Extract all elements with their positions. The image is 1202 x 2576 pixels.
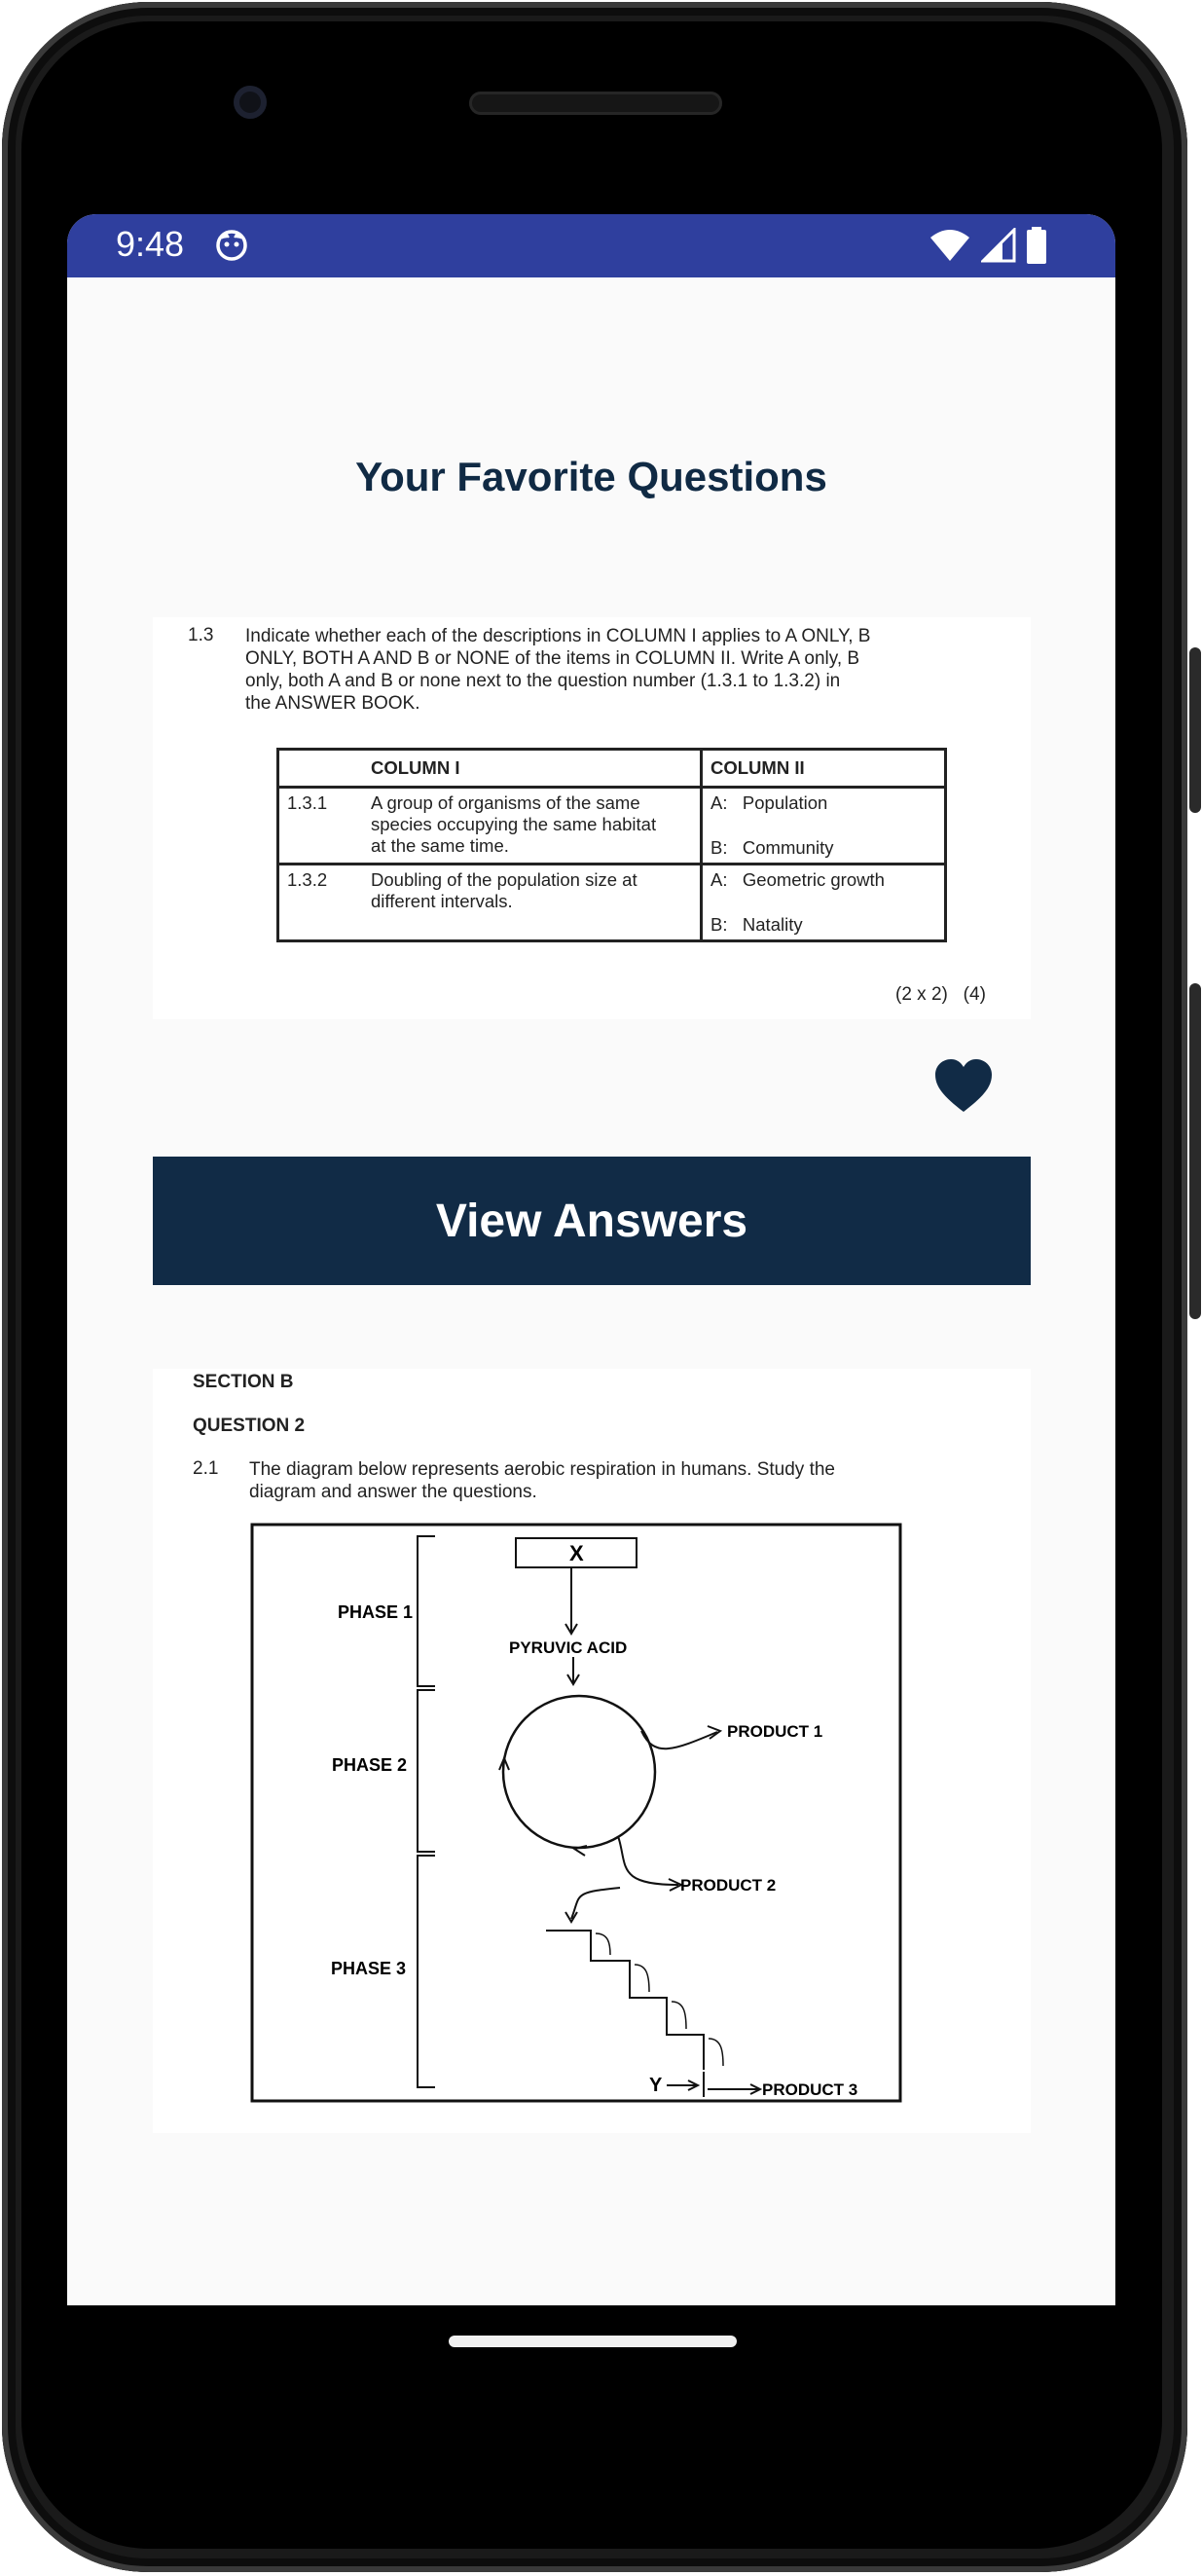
- desc-line: different intervals.: [371, 891, 513, 911]
- question-line: only, both A and B or none next to the question number (1.3.1 to 1.3.2) in: [245, 671, 841, 691]
- product2-label: PRODUCT 2: [680, 1876, 777, 1895]
- stair-arrow: [596, 1933, 610, 1955]
- option-b: Community: [742, 837, 834, 858]
- front-camera: [234, 86, 267, 119]
- stair-arrow: [635, 1965, 649, 1992]
- question-line: The diagram below represents aerobic respiration in humans. Study the: [249, 1459, 835, 1480]
- product3-label: PRODUCT 3: [762, 2080, 858, 2099]
- desc-line: at the same time.: [371, 835, 509, 856]
- columns-table: [276, 748, 947, 942]
- x-label: X: [569, 1541, 584, 1565]
- option-b: Natality: [742, 914, 803, 935]
- question-card-2: [153, 1369, 1031, 2133]
- page-title: Your Favorite Questions: [355, 454, 827, 499]
- wifi-icon: [929, 228, 971, 263]
- table-header-empty: [278, 750, 364, 788]
- question-line: Indicate whether each of the descriptions in COLUMN I applies to A ONLY, B: [245, 626, 871, 646]
- desc-line: Doubling of the population size at: [371, 869, 637, 890]
- cell-signal-icon: [981, 228, 1016, 263]
- phase1-bracket: [418, 1536, 435, 1686]
- row-description: [363, 788, 702, 865]
- power-button: [1189, 983, 1201, 1319]
- table-row: [278, 865, 946, 941]
- question-line: diagram and answer the questions.: [249, 1482, 537, 1502]
- option-a: Population: [742, 792, 828, 813]
- marks-label: (2 x 2) (4): [895, 984, 986, 1005]
- respiration-diagram: [153, 1369, 1031, 2133]
- status-bar: [67, 214, 1115, 277]
- table-header-col1: COLUMN I: [363, 750, 702, 788]
- status-icons: [929, 226, 1047, 265]
- option-label: B:: [710, 837, 728, 858]
- arrow-product2-down: [571, 1888, 620, 1919]
- phase2-label: PHASE 2: [332, 1755, 408, 1775]
- phase3-bracket: [418, 1856, 435, 2087]
- stair-arrow: [709, 2039, 723, 2066]
- question-card-1: [153, 617, 1031, 1019]
- desc-line: A group of organisms of the same: [371, 792, 640, 813]
- row-description: [363, 865, 702, 941]
- phase1-label: PHASE 1: [338, 1602, 414, 1622]
- option-label: A:: [710, 869, 728, 890]
- table-row: [278, 788, 946, 865]
- option-a: Geometric growth: [742, 869, 885, 890]
- question-text: [245, 625, 985, 715]
- section-heading: SECTION B: [193, 1372, 294, 1392]
- y-label: Y: [649, 2075, 663, 2096]
- row-options: [702, 865, 946, 941]
- electron-staircase: [546, 1931, 704, 2070]
- earpiece-speaker: [469, 92, 722, 115]
- option-label: A:: [710, 792, 728, 813]
- row-number: 1.3.1: [278, 788, 364, 865]
- question-number: 2.1: [193, 1458, 219, 1479]
- screen: [67, 214, 1115, 2305]
- volume-button: [1189, 647, 1201, 813]
- favorite-heart-icon[interactable]: [933, 1057, 994, 1114]
- arrow-product2: [618, 1836, 678, 1885]
- table-header-col2: COLUMN II: [702, 750, 946, 788]
- question-heading: QUESTION 2: [193, 1416, 306, 1436]
- question-line: the ANSWER BOOK.: [245, 693, 420, 714]
- pyruvic-label: PYRUVIC ACID: [509, 1638, 628, 1657]
- home-indicator[interactable]: [449, 2336, 737, 2347]
- battery-icon: [1026, 227, 1047, 264]
- stair-arrow: [672, 2002, 686, 2029]
- arrow-product1: [641, 1731, 717, 1748]
- product1-label: PRODUCT 1: [727, 1722, 823, 1741]
- question-number: 1.3: [188, 625, 214, 645]
- desc-line: species occupying the same habitat: [371, 814, 657, 834]
- phase2-bracket: [418, 1690, 435, 1852]
- question-line: ONLY, BOTH A AND B or NONE of the items in COLUMN II. Write A only, B: [245, 648, 860, 669]
- row-options: [702, 788, 946, 865]
- option-label: B:: [710, 914, 728, 935]
- view-answers-button[interactable]: View Answers: [153, 1157, 1031, 1285]
- status-time: 9:48: [116, 224, 185, 264]
- row-number: 1.3.2: [278, 865, 364, 941]
- cycle-circle: [503, 1696, 655, 1848]
- app-face-icon: [215, 229, 248, 262]
- phase3-label: PHASE 3: [331, 1959, 407, 1978]
